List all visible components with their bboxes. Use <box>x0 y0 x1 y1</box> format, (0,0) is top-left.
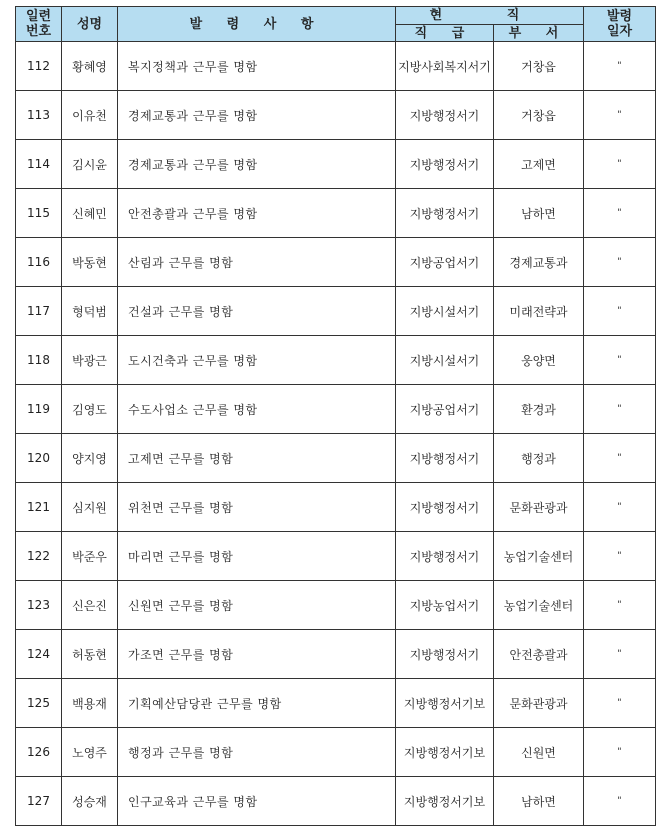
cell-name: 노영주 <box>62 728 118 777</box>
cell-rank: 지방행정서기 <box>396 434 494 483</box>
cell-rank: 지방행정서기 <box>396 483 494 532</box>
cell-department: 미래전략과 <box>494 287 584 336</box>
cell-rank: 지방행정서기 <box>396 91 494 140</box>
header-rank: 직 급 <box>396 25 494 42</box>
cell-duty: 도시건축과 근무를 명함 <box>118 336 396 385</box>
cell-department: 농업기술센터 <box>494 532 584 581</box>
cell-department: 남하면 <box>494 777 584 826</box>
table-row <box>16 679 656 728</box>
table-row <box>16 434 656 483</box>
cell-duty: 경제교통과 근무를 명함 <box>118 91 396 140</box>
cell-order-date: " <box>584 238 656 287</box>
table-row <box>16 483 656 532</box>
header-current-position: 현 직 <box>396 7 584 25</box>
cell-name: 박준우 <box>62 532 118 581</box>
cell-rank: 지방사회복지서기 <box>396 42 494 91</box>
cell-order-date: " <box>584 777 656 826</box>
cell-department: 안전총괄과 <box>494 630 584 679</box>
table-row <box>16 581 656 630</box>
cell-duty: 가조면 근무를 명함 <box>118 630 396 679</box>
cell-order-date: " <box>584 189 656 238</box>
header-department: 부 서 <box>494 25 584 42</box>
table-row <box>16 238 656 287</box>
cell-rank: 지방행정서기보 <box>396 728 494 777</box>
cell-duty: 신원면 근무를 명함 <box>118 581 396 630</box>
table-row <box>16 532 656 581</box>
cell-serial-number: 117 <box>16 287 62 336</box>
cell-department: 거창읍 <box>494 42 584 91</box>
cell-name: 허동현 <box>62 630 118 679</box>
cell-serial-number: 121 <box>16 483 62 532</box>
cell-order-date: " <box>584 532 656 581</box>
cell-name: 양지영 <box>62 434 118 483</box>
cell-order-date: " <box>584 679 656 728</box>
cell-serial-number: 116 <box>16 238 62 287</box>
table-row <box>16 777 656 826</box>
cell-name: 이유천 <box>62 91 118 140</box>
cell-order-date: " <box>584 42 656 91</box>
cell-department: 신원면 <box>494 728 584 777</box>
table-row <box>16 728 656 777</box>
cell-name: 김시윤 <box>62 140 118 189</box>
table-row <box>16 336 656 385</box>
cell-name: 신은진 <box>62 581 118 630</box>
cell-serial-number: 125 <box>16 679 62 728</box>
cell-duty: 안전총괄과 근무를 명함 <box>118 189 396 238</box>
cell-order-date: " <box>584 91 656 140</box>
cell-duty: 마리면 근무를 명함 <box>118 532 396 581</box>
cell-department: 환경과 <box>494 385 584 434</box>
cell-serial-number: 113 <box>16 91 62 140</box>
cell-name: 형덕범 <box>62 287 118 336</box>
cell-duty: 복지정책과 근무를 명함 <box>118 42 396 91</box>
cell-serial-number: 112 <box>16 42 62 91</box>
cell-name: 김영도 <box>62 385 118 434</box>
cell-duty: 수도사업소 근무를 명함 <box>118 385 396 434</box>
cell-order-date: " <box>584 630 656 679</box>
cell-serial-number: 127 <box>16 777 62 826</box>
cell-duty: 건설과 근무를 명함 <box>118 287 396 336</box>
cell-serial-number: 120 <box>16 434 62 483</box>
table-row <box>16 140 656 189</box>
cell-rank: 지방행정서기 <box>396 189 494 238</box>
personnel-order-document <box>15 6 656 826</box>
header-duty: 발 령 사 항 <box>118 7 396 42</box>
cell-serial-number: 119 <box>16 385 62 434</box>
cell-order-date: " <box>584 336 656 385</box>
cell-rank: 지방공업서기 <box>396 385 494 434</box>
cell-order-date: " <box>584 140 656 189</box>
cell-rank: 지방농업서기 <box>396 581 494 630</box>
cell-department: 행정과 <box>494 434 584 483</box>
cell-order-date: " <box>584 385 656 434</box>
personnel-order-table <box>15 6 656 826</box>
cell-duty: 산림과 근무를 명함 <box>118 238 396 287</box>
cell-rank: 지방시설서기 <box>396 287 494 336</box>
table-row <box>16 385 656 434</box>
cell-duty: 기획예산담당관 근무를 명함 <box>118 679 396 728</box>
cell-serial-number: 124 <box>16 630 62 679</box>
cell-rank: 지방행정서기보 <box>396 777 494 826</box>
cell-serial-number: 122 <box>16 532 62 581</box>
cell-name: 심지원 <box>62 483 118 532</box>
header-order-date: 발령 일자 <box>584 7 656 42</box>
cell-serial-number: 115 <box>16 189 62 238</box>
cell-order-date: " <box>584 483 656 532</box>
cell-serial-number: 126 <box>16 728 62 777</box>
cell-department: 고제면 <box>494 140 584 189</box>
table-row <box>16 91 656 140</box>
cell-duty: 고제면 근무를 명함 <box>118 434 396 483</box>
cell-name: 박광근 <box>62 336 118 385</box>
cell-name: 성승재 <box>62 777 118 826</box>
cell-duty: 위천면 근무를 명함 <box>118 483 396 532</box>
cell-rank: 지방행정서기 <box>396 630 494 679</box>
cell-serial-number: 123 <box>16 581 62 630</box>
cell-order-date: " <box>584 581 656 630</box>
cell-rank: 지방행정서기보 <box>396 679 494 728</box>
cell-serial-number: 114 <box>16 140 62 189</box>
cell-department: 남하면 <box>494 189 584 238</box>
cell-order-date: " <box>584 728 656 777</box>
cell-department: 문화관광과 <box>494 483 584 532</box>
cell-rank: 지방행정서기 <box>396 532 494 581</box>
cell-name: 신혜민 <box>62 189 118 238</box>
cell-duty: 행정과 근무를 명함 <box>118 728 396 777</box>
cell-rank: 지방행정서기 <box>396 140 494 189</box>
cell-department: 농업기술센터 <box>494 581 584 630</box>
cell-rank: 지방공업서기 <box>396 238 494 287</box>
cell-name: 백용재 <box>62 679 118 728</box>
table-header <box>16 7 656 42</box>
header-serial-number: 일련 번호 <box>16 7 62 42</box>
header-name: 성명 <box>62 7 118 42</box>
cell-department: 웅양면 <box>494 336 584 385</box>
cell-order-date: " <box>584 287 656 336</box>
cell-duty: 경제교통과 근무를 명함 <box>118 140 396 189</box>
cell-order-date: " <box>584 434 656 483</box>
cell-duty: 인구교육과 근무를 명함 <box>118 777 396 826</box>
table-body <box>16 42 656 826</box>
table-row <box>16 42 656 91</box>
cell-department: 경제교통과 <box>494 238 584 287</box>
cell-rank: 지방시설서기 <box>396 336 494 385</box>
cell-name: 황혜영 <box>62 42 118 91</box>
cell-serial-number: 118 <box>16 336 62 385</box>
cell-department: 문화관광과 <box>494 679 584 728</box>
cell-name: 박동현 <box>62 238 118 287</box>
cell-department: 거창읍 <box>494 91 584 140</box>
table-row <box>16 189 656 238</box>
table-row <box>16 630 656 679</box>
table-row <box>16 287 656 336</box>
